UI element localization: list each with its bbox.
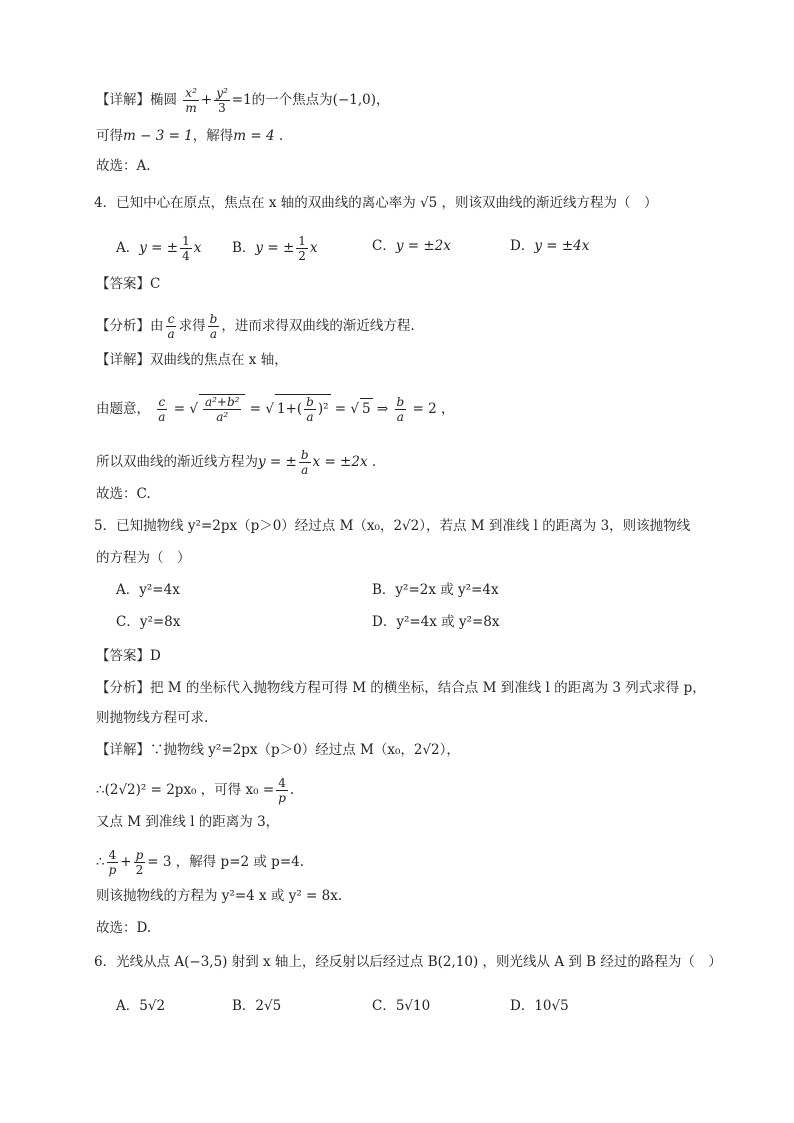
question-6: 6．光线从点 A(−3,5) 射到 x 轴上，经反射以后经过点 B(2,10) ，则光线从 A 到 B 经过的路程为（ ） [94,954,722,970]
detail-4-equation: 由题意， $\frac{c}{a}$ = √ $\frac{\text{a²+b²}}{\text{a²}}$ = √ 1+( $\frac{b}{a}$ )² = √ 5 ⇒ $\frac{b}{a}$ = 2 ， [96,395,455,424]
answer-5: 【答案】D [96,648,161,664]
detail-5-line-3: 又点 M 到准线 l 的距离为 3， [96,814,280,830]
selection-4: 故选：C. [96,486,151,502]
detail-4-asymptote: 所以双曲线的渐近线方程为y = ± $\frac{b}{a}$ x = ±2x . [96,448,377,477]
question-5-line-2: 的方程为（ ） [96,550,191,566]
q4-option-b: B．y = ± $\frac{1}{2}$ x [232,234,318,263]
q5-option-b: B．y²=2x 或 y²=4x [372,582,499,598]
selection-5: 故选：D. [96,920,152,936]
selection-line-3: 故选：A. [96,158,151,174]
detail-5-line-4: ∴ $\frac{4}{p}$ + $\frac{p}{2}$ = 3 ，解得 p=2 或 p=4. [96,848,305,877]
answer-4: 【答案】C [96,276,161,292]
q4-option-a: A．y = ± $\frac{1}{4}$ x [116,234,202,263]
q6-option-b: B．2√5 [232,998,282,1014]
q6-option-c: C．5√10 [372,998,431,1014]
q6-option-d: D．10√5 [510,998,569,1014]
detail-line-2: 可得m − 3 = 1，解得m = 4 . [96,128,284,144]
question-4: 4．已知中心在原点，焦点在 x 轴的双曲线的离心率为 √5 ，则该双曲线的渐近线方程为（ ） [94,195,658,211]
fraction-x2-m: $\frac{\text{x²}}{m}$ [185,86,197,115]
analysis-4: 【分析】由 $\frac{c}{a}$ 求得 $\frac{b}{a}$ ，进而求得双曲线的渐近线方程. [96,312,415,341]
question-5-line-1: 5．已知抛物线 y²=2px（p＞0）经过点 M（x₀，2√2），若点 M 到准线 l 的距离为 3，则该抛物线 [94,518,691,534]
detail-5-line-2: ∴(2√2)² = 2px₀ ，可得 x₀ = $\frac{4}{p}$ . [96,776,295,805]
detail-tag: 【详解】 [96,92,150,108]
detail-4: 【详解】双曲线的焦点在 x 轴， [96,352,288,368]
detail-5-line-1: 【详解】∵抛物线 y²=2px（p＞0）经过点 M（x₀，2√2）， [96,742,460,758]
q5-option-c: C．y²=8x [116,614,181,630]
q4-option-c: C．y = ±2x [372,238,451,254]
q5-option-d: D．y²=4x 或 y²=8x [372,614,500,630]
fraction-y2-3: $\frac{\text{y²}}{3}$ [216,86,228,115]
detail-line-1: 【详解】椭圆 $\frac{\text{x²}}{m}$ + $\frac{\text{y²}}{3}$ =1的一个焦点为(−1,0)， [96,86,390,115]
analysis-5-line-2: 则抛物线方程可求. [96,710,209,726]
detail-5-line-5: 则该抛物线的方程为 y²=4 x 或 y² = 8x. [96,888,343,904]
analysis-5-line-1: 【分析】把 M 的坐标代入抛物线方程可得 M 的横坐标，结合点 M 到准线 l 的距离为 3 列式求得 p， [96,680,706,696]
q6-option-a: A．5√2 [116,998,166,1014]
q4-option-d: D．y = ±4x [510,238,590,254]
q5-option-a: A．y²=4x [116,582,180,598]
